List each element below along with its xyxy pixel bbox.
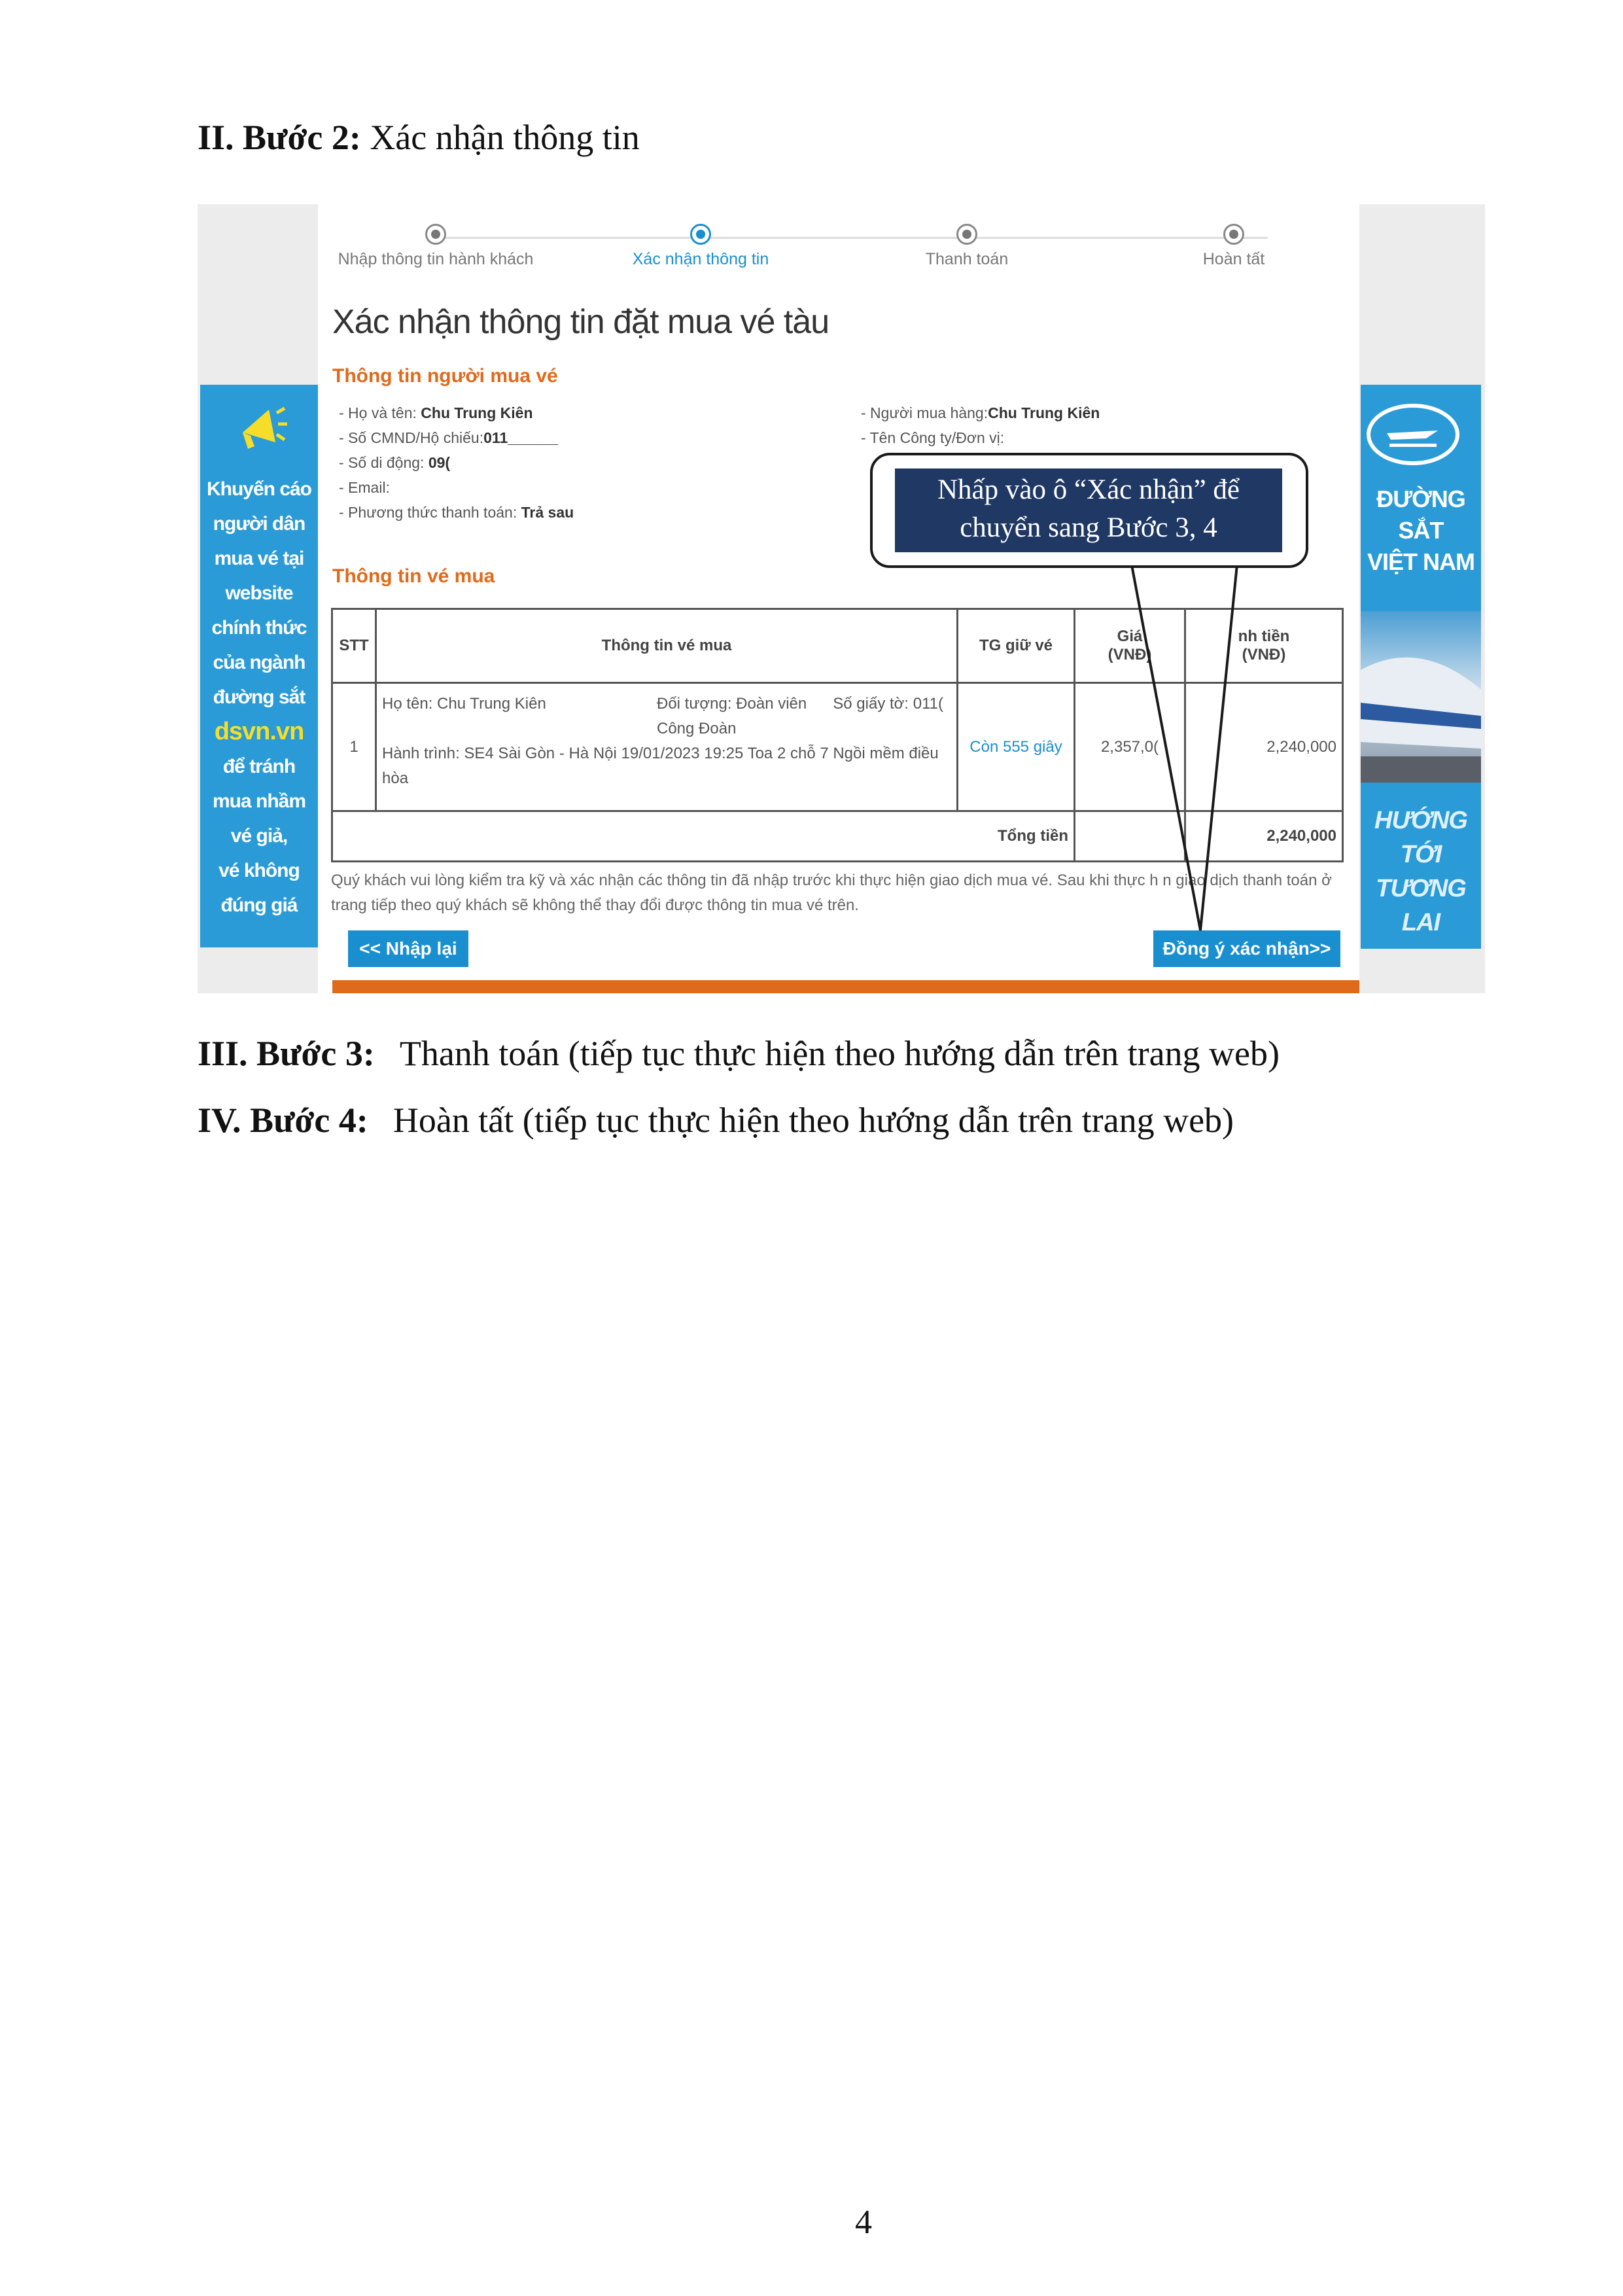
buyer-field: - Người mua hàng:Chu Trung Kiên	[861, 404, 1100, 421]
right-ad-title: ĐƯỜNG SẮT VIỆT NAM	[1367, 486, 1475, 575]
left-ad-line: người dân	[213, 513, 305, 535]
cell-stt: 1	[332, 683, 376, 811]
buyer-field: - Số CMND/Hộ chiếu:011______	[339, 429, 558, 446]
page-title: Xác nhận thông tin đặt mua vé tàu	[332, 303, 829, 341]
left-ad-line: của ngành	[213, 652, 305, 673]
left-ad-line: đúng giá	[220, 894, 298, 916]
col-amount: nh tiền (VNĐ)	[1185, 609, 1343, 683]
cell-price: 2,357,0(	[1075, 683, 1185, 811]
col-price: Giá (VNĐ)	[1075, 609, 1185, 683]
left-ad-line: mua nhầm	[212, 790, 306, 812]
step-label: Thanh toán	[925, 250, 1009, 268]
total-label: Tổng tiền	[332, 811, 1075, 862]
step-label: Hoàn tất	[1202, 250, 1265, 268]
cell-amount: 2,240,000	[1185, 683, 1343, 811]
passenger-target: Đối tượng: Đoàn viên Công Đoàn	[657, 695, 807, 737]
right-ad-slogan: HƯỚNG TỚI TƯƠNG LAI	[1374, 807, 1467, 936]
left-ad-line: website	[225, 582, 293, 604]
callout-arrow	[0, 0, 1623, 1047]
heading-step-3-title: Thanh toán (tiếp tục thực hiện theo hướng dẫn trên trang web)	[399, 1034, 1280, 1073]
heading-step-3-number: III. Bước 3:	[198, 1034, 375, 1073]
col-ticket-info: Thông tin vé mua	[376, 609, 958, 683]
heading-step-4-title: Hoàn tất (tiếp tục thực hiện theo hướng dẫn trên trang web)	[393, 1101, 1234, 1140]
route-info: Hành trình: SE4 Sài Gòn - Hà Nội 19/01/2023 19:25 Toa 2 chỗ 7 Ngồi mềm điều hòa	[382, 745, 939, 787]
left-ad-line: mua vé tại	[214, 548, 304, 569]
total-value: 2,240,000	[1185, 811, 1343, 862]
left-ad-site: dsvn.vn	[214, 718, 304, 745]
passenger-name: Họ tên: Chu Trung Kiên	[382, 695, 546, 713]
page-number: 4	[855, 2204, 872, 2241]
buyer-field: - Tên Công ty/Đơn vị:	[861, 429, 1005, 446]
callout-text: Nhấp vào ô “Xác nhận” để chuyển sang Bước 3, 4	[895, 468, 1282, 552]
step-label: Xác nhận thông tin	[632, 250, 769, 268]
left-ad-line: để tránh	[222, 756, 296, 777]
heading-step-4-number: IV. Bước 4:	[198, 1101, 368, 1140]
buyer-section-title: Thông tin người mua vé	[332, 365, 558, 387]
left-ad-line: Khuyến cáo	[206, 478, 312, 500]
heading-step-2-title: Xác nhận thông tin	[370, 118, 640, 157]
col-hold-time: TG giữ vé	[958, 609, 1075, 683]
ticket-section-title: Thông tin vé mua	[332, 565, 495, 587]
step-label: Nhập thông tin hành khách	[338, 250, 534, 268]
buyer-field: - Phương thức thanh toán: Trả sau	[339, 504, 574, 521]
col-stt: STT	[332, 609, 376, 683]
heading-step-3	[198, 1033, 1280, 1074]
left-ad-line: vé không	[218, 860, 300, 881]
buyer-field: - Email:	[339, 479, 390, 496]
back-button[interactable]: << Nhập lại	[348, 930, 468, 967]
cell-hold-time: Còn 555 giây	[958, 683, 1075, 811]
heading-step-2-number: II. Bước 2:	[198, 118, 361, 157]
heading-step-4	[198, 1099, 1234, 1141]
buyer-field: - Số di động: 09(	[339, 454, 451, 471]
left-ad-line: chính thức	[211, 617, 307, 639]
confirm-notice: Quý khách vui lòng kiểm tra kỹ và xác nhận các thông tin đã nhập trước khi thực hiện giao dịch mua vé. Sau khi thực h n giao dịch thanh toán ở trang tiếp theo quý khách sẽ không thể thay đổi được thông tin mua vé trên.	[331, 872, 1332, 914]
left-ad-line: vé giả,	[230, 825, 288, 847]
buyer-field: - Họ và tên: Chu Trung Kiên	[339, 404, 533, 421]
left-ad-line: đường sắt	[213, 686, 305, 708]
passenger-doc: Số giấy tờ: 011(	[833, 695, 943, 713]
confirm-button[interactable]: Đồng ý xác nhận>>	[1153, 930, 1340, 967]
